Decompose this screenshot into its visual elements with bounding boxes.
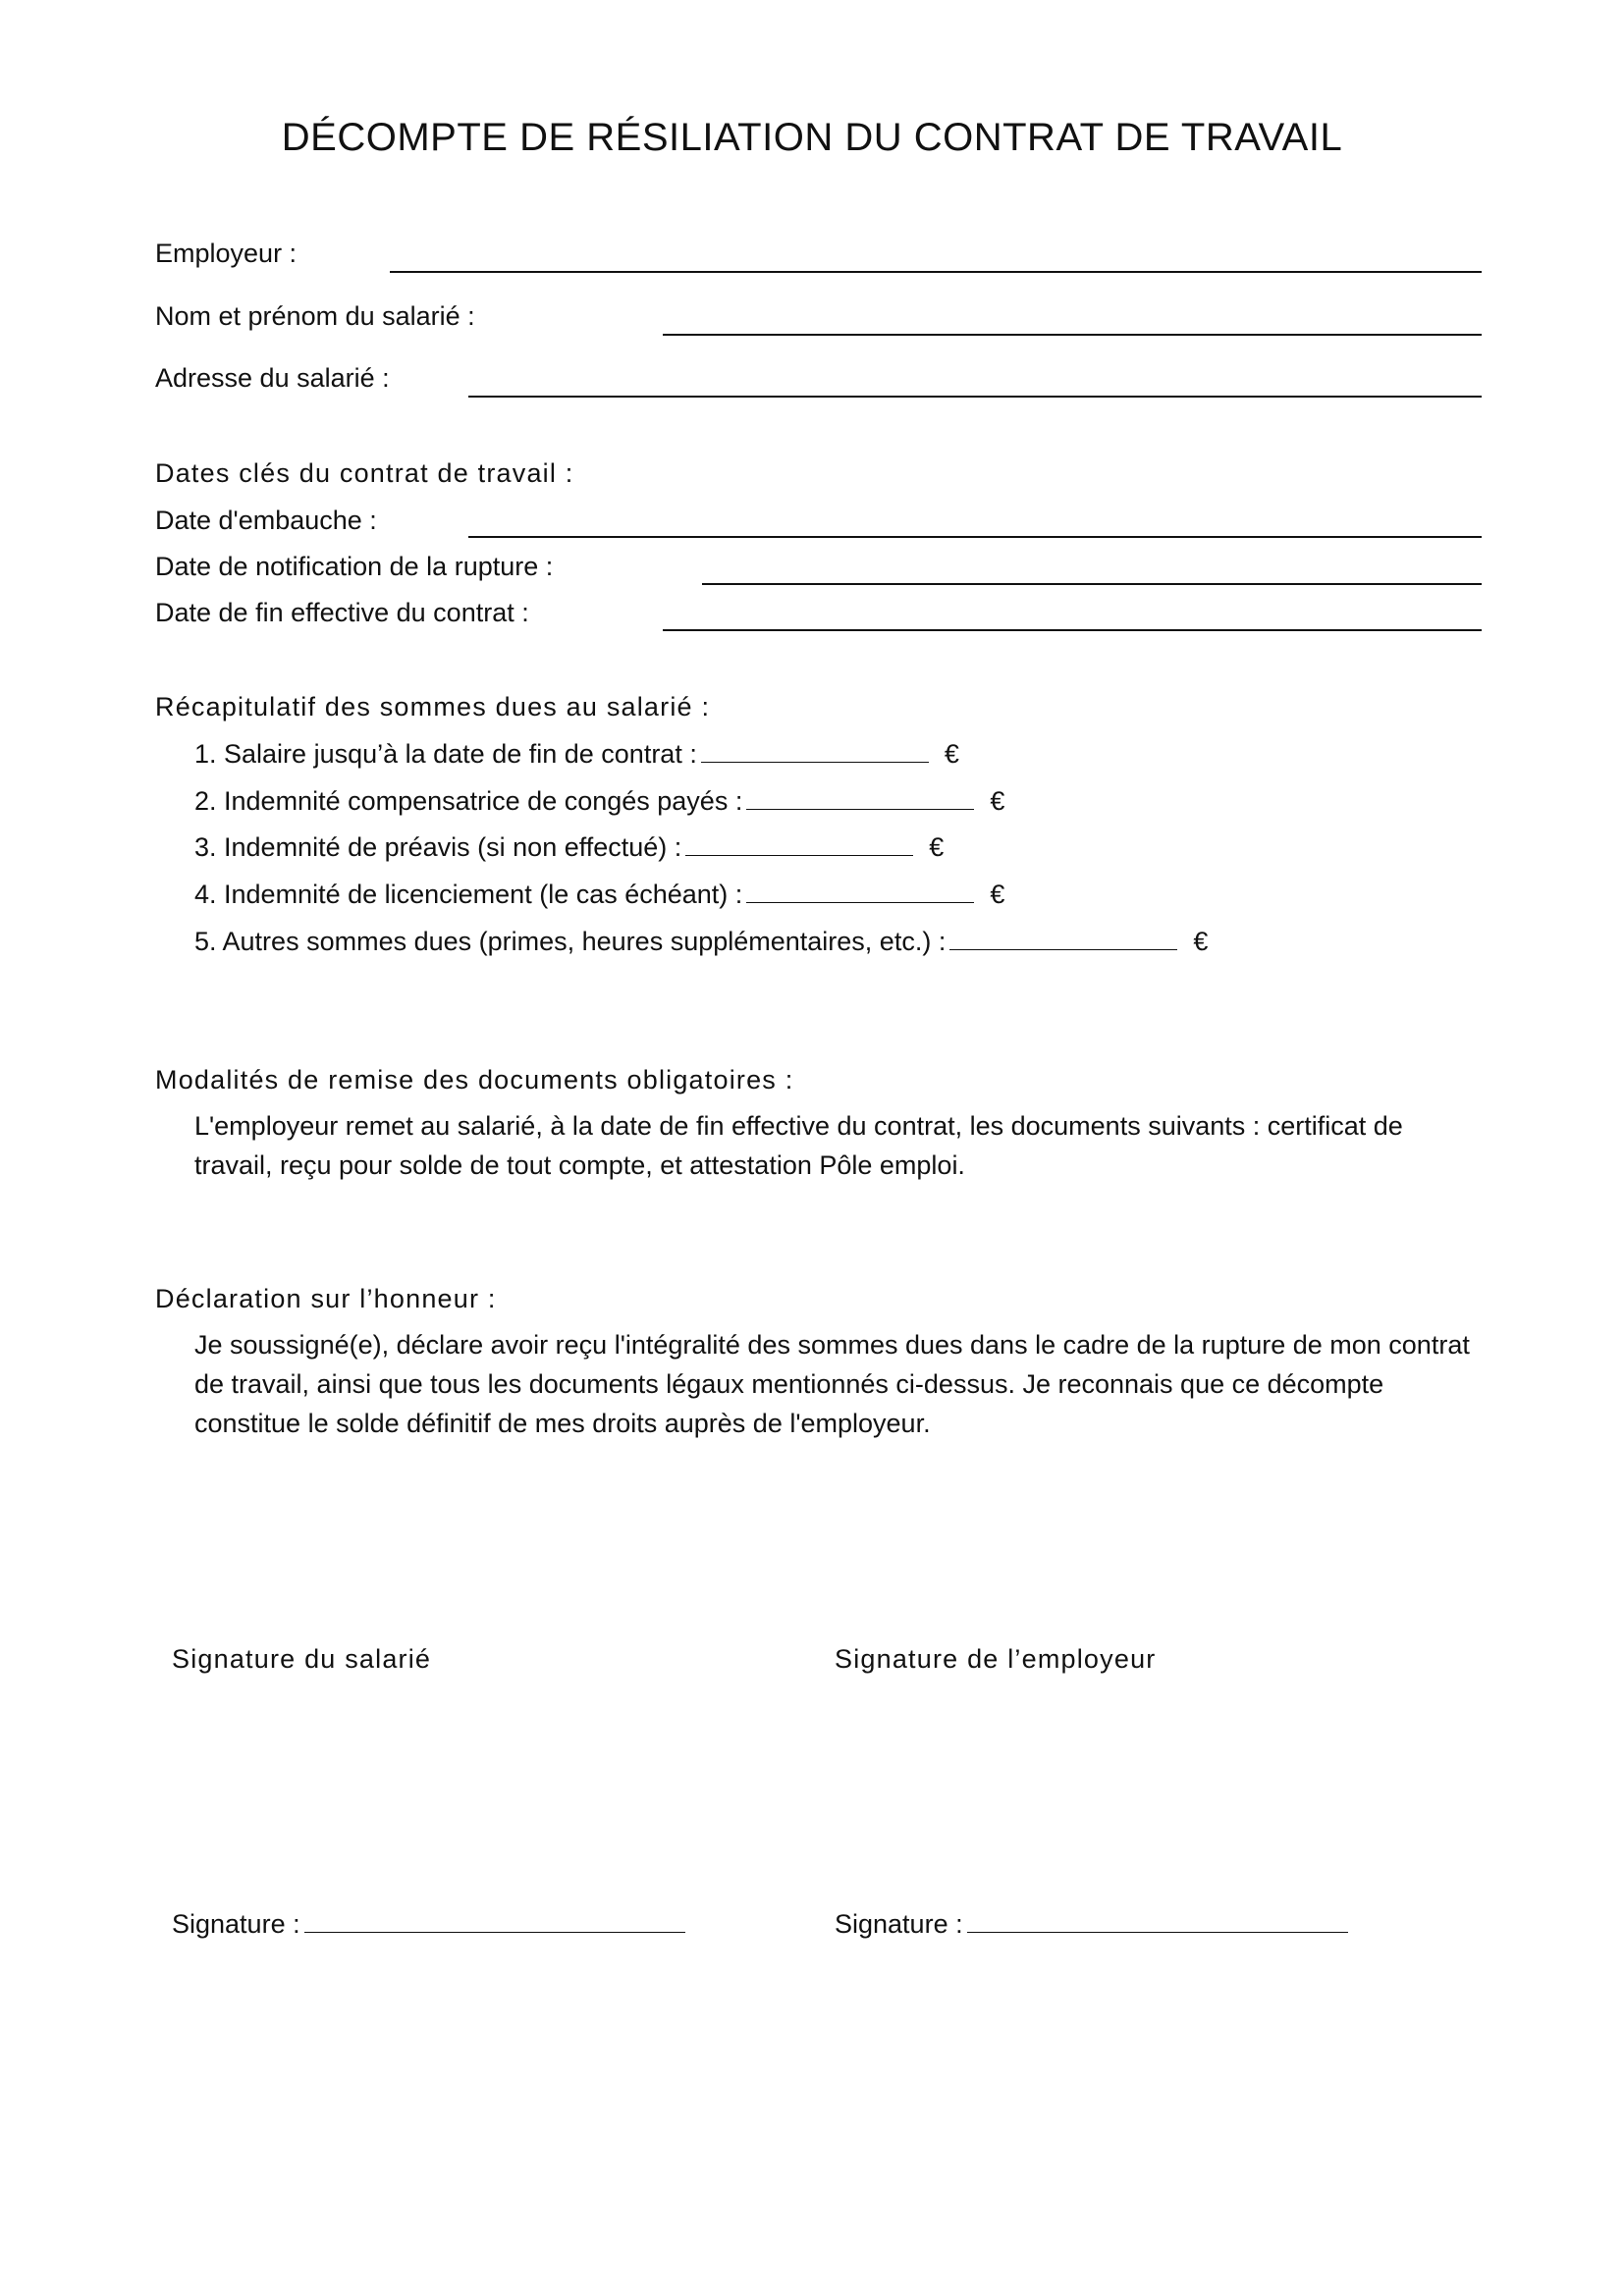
sums-heading: Récapitulatif des sommes dues au salarié : [155,692,711,721]
signature-label: Signature : [172,1909,300,1939]
euro-sign: € [929,832,945,862]
euro-sign: € [944,739,959,769]
sum-item [194,878,1004,911]
end-date-label: Date de fin effective du contrat : [155,598,529,627]
key-dates-heading: Dates clés du contrat de travail : [155,458,574,488]
sum-item [194,737,959,771]
employee-signature-line [172,1907,685,1941]
document-title: DÉCOMPTE DE RÉSILIATION DU CONTRAT DE TRAVAIL [281,116,1343,159]
employer-field[interactable] [390,271,1482,273]
employer-signature-heading: Signature de l’employeur [835,1644,1157,1674]
sum-item-label: 3. Indemnité de préavis (si non effectué) : [194,832,682,862]
sum-item [194,925,1208,958]
euro-sign: € [990,786,1005,816]
sum-amount-field[interactable] [701,738,929,763]
sum-amount-field[interactable] [746,785,974,810]
documents-text: L'employeur remet au salarié, à la date de fin effective du contrat, les documents suivants : certificat de travail, reçu pour solde de tout compte, et attestation Pôle emploi. [194,1111,1403,1180]
declaration-text: Je soussigné(e), déclare avoir reçu l'intégralité des sommes dues dans le cadre de la rupture de mon contrat de travail, ainsi que tous les documents légaux mentionnés ci-dessus. Je reconnais que ce décompte constitue le solde définitif de mes droits auprès de l'employeur. [194,1330,1470,1438]
employer-signature-field[interactable] [967,1908,1348,1933]
notification-date-label: Date de notification de la rupture : [155,552,554,581]
employee-address-label: Adresse du salarié : [155,363,390,393]
declaration-heading: Déclaration sur l’honneur : [155,1284,497,1313]
sum-item [194,784,1004,818]
employer-signature-line [835,1907,1348,1941]
sum-item-label: 5. Autres sommes dues (primes, heures supplémentaires, etc.) : [194,927,947,956]
employee-name-label: Nom et prénom du salarié : [155,301,475,331]
sum-item [194,830,944,864]
employee-name-field[interactable] [663,334,1482,336]
sum-item-label: 2. Indemnité compensatrice de congés payés : [194,786,743,816]
employee-address-field[interactable] [468,396,1482,398]
sum-amount-field[interactable] [685,831,913,856]
hire-date-label: Date d'embauche : [155,506,377,535]
sum-item-label: 4. Indemnité de licenciement (le cas échéant) : [194,880,743,909]
euro-sign: € [990,880,1005,909]
euro-sign: € [1193,927,1209,956]
documents-heading: Modalités de remise des documents obligatoires : [155,1065,794,1095]
sum-amount-field[interactable] [746,879,974,903]
hire-date-field[interactable] [468,536,1482,538]
sum-item-label: 1. Salaire jusqu’à la date de fin de contrat : [194,739,697,769]
employer-label: Employeur : [155,239,298,268]
signature-label: Signature : [835,1909,963,1939]
notification-date-field[interactable] [702,583,1482,585]
employee-signature-field[interactable] [304,1908,685,1933]
sum-amount-field[interactable] [949,926,1177,950]
employee-signature-heading: Signature du salarié [172,1644,432,1674]
end-date-field[interactable] [663,629,1482,631]
